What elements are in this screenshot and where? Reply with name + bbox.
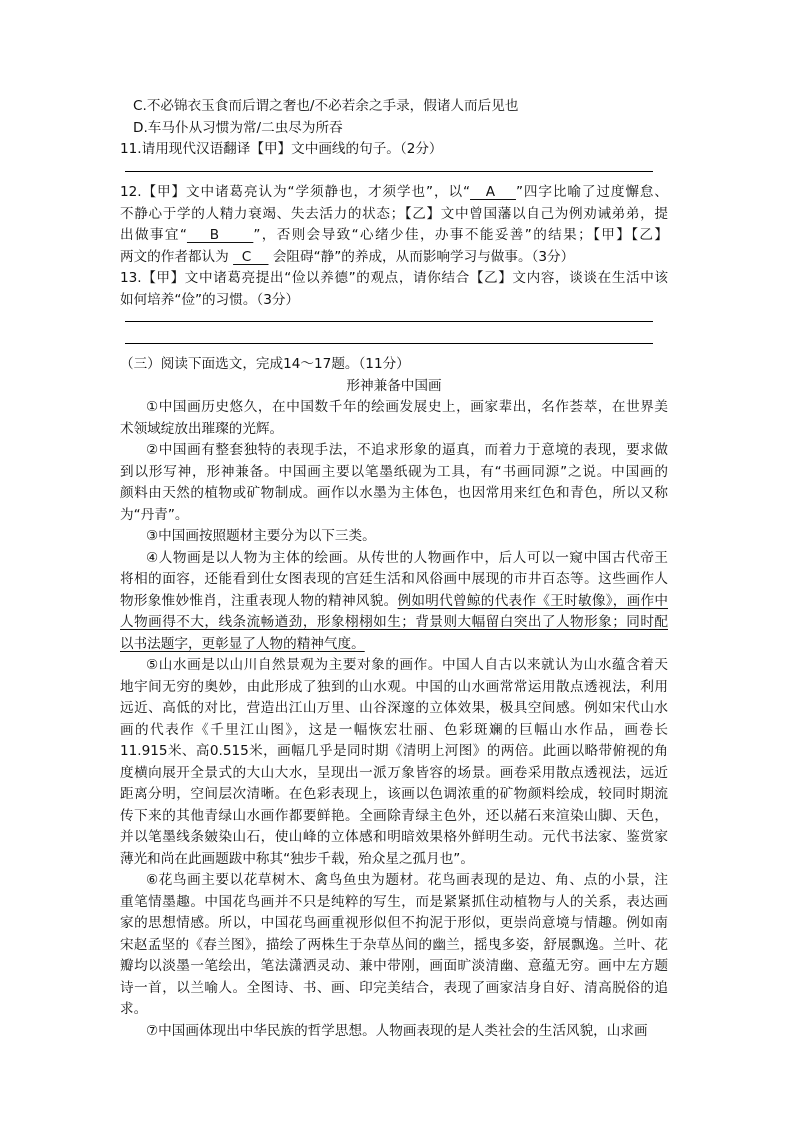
text: ”，否则会导致“心绪少佳，办事不能妥善”的结果；【甲】【乙】 <box>253 227 668 243</box>
text: 诗一首，以兰喻人。全图诗、书、画、印完美结合，表现了画家洁身自好、清高脱俗的追 <box>120 979 668 996</box>
option-line <box>133 96 681 118</box>
text: 瓣均以淡墨一笔绘出，笔法潇洒灵动、兼中带刚，画面旷淡清幽、意蕴无穷。画中左方题 <box>120 958 668 974</box>
paragraph-line <box>120 913 668 935</box>
text: 颜料由天然的植物或矿物制成。画作以水墨为主体色，也因常用来红色和青色，所以又称 <box>120 485 668 501</box>
text: ②中国画有整套独特的表现手法，不追求形象的逼真，而着力于意境的表现，要求做 <box>146 442 668 458</box>
paragraph-line <box>120 892 668 914</box>
paragraph-line <box>120 956 668 978</box>
text: 如何培养“俭”的习惯。（3分） <box>120 291 300 308</box>
underlined-text: 以书法题字，更彰显了人物的精神气度。 <box>120 635 365 652</box>
text: ③中国画按照题材主要分为以下三类。 <box>146 528 376 544</box>
text: ④人物画是以人物为主体的绘画。从传世的人物画作中，后人可以一窥中国古代帝王 <box>146 549 668 566</box>
question-line <box>120 182 668 204</box>
question-line <box>120 204 668 226</box>
paragraph-line <box>120 483 668 505</box>
text: D.车马仆从习惯为常/二虫尽为所吞 <box>133 119 343 136</box>
paragraph-line <box>120 677 668 699</box>
paragraph-line <box>120 741 668 763</box>
article-title <box>120 376 668 398</box>
text: ⑥花鸟画主要以花草树木、禽鸟鱼虫为题材。花鸟画表现的是边、角、点的小景，注 <box>146 872 668 888</box>
question-line <box>120 225 668 247</box>
paragraph-line <box>120 784 668 806</box>
text: 距离分明，空间层次清晰。在色彩表现上，该画以色调浓重的矿物颜料绘成，较同时期流 <box>120 786 668 802</box>
text: ⑤山水画是以山川自然景观为主要对象的画作。中国人自古以来就认为山水蕴含着天 <box>146 657 668 673</box>
text: 度横向展开全景式的大山大水，呈现出一派万象皆容的场景。画卷采用散点透视法，远近 <box>120 764 668 781</box>
text: 求。 <box>120 1001 148 1017</box>
answer-line <box>125 171 653 172</box>
paragraph-line <box>120 720 668 742</box>
text: 远近、高低的对比，营造出江山万里、山谷深邃的立体效果，极具空间感。例如宋代山水 <box>120 700 668 716</box>
text: 传下来的其他青绿山水画作都要鲜艳。全画除青绿主色外，还以赭石来渲染山脚、天色， <box>120 807 668 824</box>
text: 两文的作者都认为 <box>120 248 234 265</box>
paragraph-line <box>120 634 668 656</box>
option-line <box>133 118 681 140</box>
paragraph-line <box>120 569 668 591</box>
text: 画的代表作《千里江山图》，这是一幅恢宏壮丽、色彩斑斓的巨幅山水作品，画卷长 <box>120 721 668 738</box>
text: 形神兼备中国画 <box>346 377 442 394</box>
paragraph-line <box>146 870 668 892</box>
text: 重笔情墨趣。中国花鸟画并不只是纯粹的写生，而是紧紧抓住动植物与人的关系，表达画 <box>120 893 668 910</box>
paragraph-line <box>120 978 668 1000</box>
paragraph-line <box>120 462 668 484</box>
paragraph-line <box>120 591 668 613</box>
question-line <box>120 354 668 376</box>
paragraph-line <box>146 440 668 462</box>
question-line <box>120 139 668 161</box>
paragraph-line <box>120 698 668 720</box>
text: 会阻碍“静”的养成，从而影响学习与做事。（3分） <box>268 248 575 265</box>
answer-line <box>125 343 653 344</box>
text: 12.【甲】文中诸葛亮认为“学须静也，才须学也”，以“ <box>120 184 471 200</box>
text: 将相的面容，还能看到仕女图表现的宫廷生活和风俗画中展现的市井百态等。这些画作人 <box>120 571 668 587</box>
paragraph-line <box>120 849 668 871</box>
paragraph-line <box>120 505 668 527</box>
paragraph-line <box>120 935 668 957</box>
text: ①中国画历史悠久，在中国数千年的绘画发展史上，画家辈出，名作荟萃，在世界美 <box>146 399 668 415</box>
paragraph-line <box>146 397 668 419</box>
fill-blank: C <box>233 248 269 265</box>
fill-blank: B <box>186 227 254 243</box>
text: 13.【甲】文中诸葛亮提出“俭以养德”的观点，请你结合【乙】文内容，谈谈在生活中该 <box>120 270 668 286</box>
text: 并以笔墨线条皴染山石，使山峰的立体感和明暗效果格外鲜明生动。元代书法家、鉴赏家 <box>120 829 668 845</box>
paragraph-line <box>120 419 668 441</box>
text: 11.请用现代汉语翻译【甲】文中画线的句子。（2分） <box>120 141 443 157</box>
text: 地宇间无穷的奥妙，由此形成了独到的山水观。中国的山水画常常运用散点透视法，利用 <box>120 678 668 695</box>
text: 11.915米、高0.515米，画幅几乎是同时期《清明上河图》的两倍。此画以略带俯视的角 <box>120 743 668 759</box>
text: （三）阅读下面选文，完成14～17题。（11分） <box>120 356 410 372</box>
question-line <box>120 247 668 269</box>
paragraph-line <box>120 999 668 1021</box>
text: 术领域绽放出璀璨的光辉。 <box>120 420 284 437</box>
text: 出做事宜“ <box>120 227 187 243</box>
question-line <box>120 268 668 290</box>
paragraph-line <box>120 763 668 785</box>
text: 家的思想情感。所以，中国花鸟画重视形似但不拘泥于形似，更崇尚意境与情趣。例如南 <box>120 915 668 931</box>
underlined-text: 例如明代曾鲸的代表作《王时敏像》，画作中 <box>397 592 669 609</box>
text: 宋赵孟坚的《春兰图》，描绘了两株生于杂草丛间的幽兰，摇曳多姿，舒展飘逸。兰叶、花 <box>120 936 668 953</box>
paragraph-line <box>120 612 668 634</box>
fill-blank: A <box>470 184 516 200</box>
paragraph-line <box>120 806 668 828</box>
text: 不静心于学的人精力衰竭、失去活力的状态；【乙】文中曾国藩以自己为例劝诫弟弟，提 <box>120 205 668 222</box>
paragraph-line <box>120 827 668 849</box>
text: C.不必锦衣玉食而后谓之奢也/不必若余之手录，假诸人而后见也 <box>133 98 519 114</box>
text: ”四字比喻了过度懈怠、 <box>515 184 669 200</box>
text: 为“丹青”。 <box>120 506 189 523</box>
text: 物形象惟妙惟肖，注重表现人物的精神风貌。 <box>120 592 398 609</box>
answer-line <box>125 321 653 322</box>
paragraph-line <box>146 1021 668 1043</box>
paragraph-line <box>146 526 668 548</box>
underlined-text: 人物画得不大，线条流畅遒劲，形象栩栩如生；背景则大幅留白突出了人物形象；同时配 <box>120 614 668 630</box>
text: 薄光和尚在此画题跋中称其“独步千载，殆众星之孤月也”。 <box>120 850 474 867</box>
paragraph-line <box>146 548 668 570</box>
question-line <box>120 290 668 312</box>
text: ⑦中国画体现出中华民族的哲学思想。人物画表现的是人类社会的生活风貌，山求画 <box>146 1022 648 1039</box>
paragraph-line <box>146 655 668 677</box>
text: 到以形写神，形神兼备。中国画主要以笔墨纸砚为工具，有“书画同源”之说。中国画的 <box>120 463 668 480</box>
